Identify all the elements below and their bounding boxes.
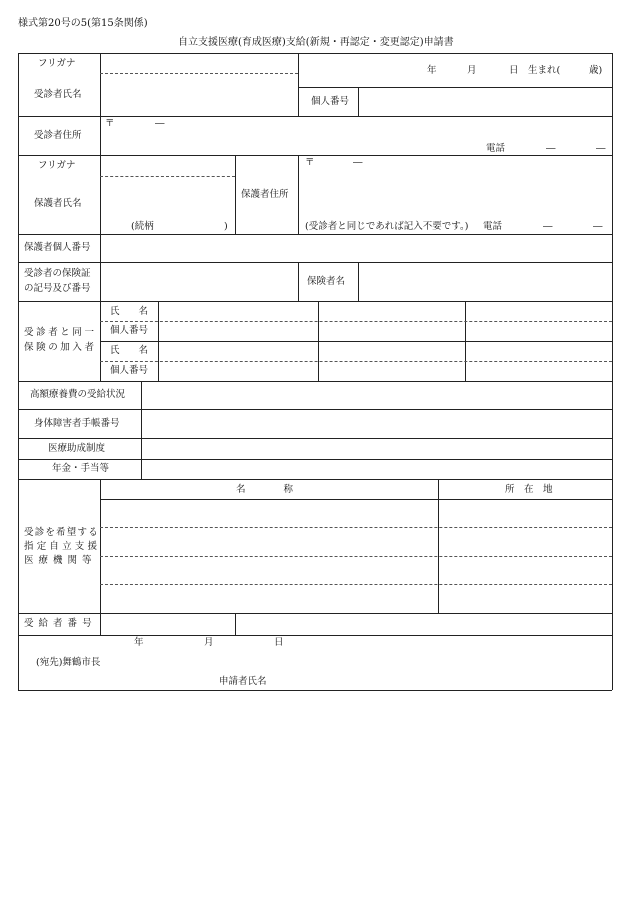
guardian-address-input[interactable] bbox=[299, 156, 611, 233]
insurer-input[interactable] bbox=[359, 263, 611, 300]
institution-name-input-4[interactable] bbox=[101, 585, 437, 612]
member2-name-input-c[interactable] bbox=[466, 342, 611, 360]
same-insurance-row-label: 氏 名 bbox=[110, 306, 149, 317]
same-insurance-row-label: 個人番号 bbox=[110, 325, 149, 336]
medical-aid-label: 医療助成制度 bbox=[48, 443, 106, 454]
member1-name-input-b[interactable] bbox=[319, 302, 464, 320]
member1-my-number-input-b[interactable] bbox=[319, 322, 464, 340]
insurance-card-label-1: 受診者の保険証 bbox=[24, 268, 91, 279]
form-title: 自立支援医療(育成医療)支給(新規・再認定・変更認定)申請書 bbox=[178, 37, 454, 48]
birth-day-label: 日 bbox=[509, 65, 519, 76]
member2-my-number-input-a[interactable] bbox=[159, 362, 317, 380]
member1-name-input-a[interactable] bbox=[159, 302, 317, 320]
patient-my-number-label: 個人番号 bbox=[311, 96, 350, 107]
patient-address-label: 受診者住所 bbox=[34, 130, 82, 141]
guardian-my-number-input[interactable] bbox=[101, 235, 611, 261]
patient-phone-dash-1: ― bbox=[546, 143, 556, 154]
institution-name-input-3[interactable] bbox=[101, 557, 437, 583]
patient-postal-mark: 〒 bbox=[105, 118, 115, 129]
member2-name-input-a[interactable] bbox=[159, 342, 317, 360]
guardian-furigana-label: フリガナ bbox=[38, 160, 76, 171]
guardian-furigana-input[interactable] bbox=[101, 156, 234, 175]
pension-label: 年金・手当等 bbox=[52, 463, 110, 474]
same-insurance-row-label: 氏 名 bbox=[110, 345, 149, 356]
institution-location-input-3[interactable] bbox=[439, 557, 611, 583]
birth-suffix-label: 生まれ( bbox=[528, 65, 561, 76]
guardian-name-input[interactable] bbox=[101, 178, 234, 233]
guardian-address-label: 保護者住所 bbox=[241, 189, 289, 200]
medical-aid-input[interactable] bbox=[142, 439, 611, 458]
patient-furigana-label: フリガナ bbox=[38, 58, 76, 69]
age-suffix-label: 歳) bbox=[589, 65, 603, 76]
institution-name-input-2[interactable] bbox=[101, 528, 437, 555]
patient-name-input[interactable] bbox=[101, 75, 297, 115]
guardian-postal-dash: ― bbox=[353, 157, 363, 168]
recipient-number-label: 受 給 者 番 号 bbox=[24, 618, 93, 629]
disability-book-input[interactable] bbox=[142, 410, 611, 437]
applicant-name-label: 申請者氏名 bbox=[219, 676, 267, 687]
footer-month-label: 月 bbox=[204, 637, 214, 648]
patient-birthdate-field[interactable] bbox=[299, 54, 611, 86]
footer-year-label: 年 bbox=[134, 637, 144, 648]
member1-my-number-input-c[interactable] bbox=[466, 322, 611, 340]
institution-label-2: 指定自立支援 bbox=[24, 541, 101, 552]
patient-postal-dash: ― bbox=[155, 118, 165, 129]
patient-address-input[interactable] bbox=[101, 117, 611, 154]
birth-month-label: 月 bbox=[467, 65, 477, 76]
insurance-card-input[interactable] bbox=[101, 263, 297, 300]
institution-location-input-2[interactable] bbox=[439, 528, 611, 555]
guardian-my-number-label: 保護者個人番号 bbox=[24, 242, 91, 253]
guardian-same-note: (受診者と同じであれば記入不要です。) bbox=[305, 221, 469, 232]
member2-my-number-input-c[interactable] bbox=[466, 362, 611, 380]
patient-phone-dash-2: ― bbox=[596, 143, 606, 154]
guardian-phone-dash-2: ― bbox=[593, 221, 603, 232]
guardian-name-label: 保護者氏名 bbox=[34, 198, 82, 209]
patient-name-label: 受診者氏名 bbox=[34, 89, 82, 100]
same-insurance-label-1: 受診者と同一 bbox=[24, 327, 97, 338]
high-cost-input[interactable] bbox=[142, 382, 611, 408]
high-cost-label: 高額療養費の受給状況 bbox=[30, 389, 126, 400]
footer-day-label: 日 bbox=[274, 637, 284, 648]
institution-label-3: 医療機関等 bbox=[24, 555, 97, 566]
pension-input[interactable] bbox=[142, 460, 611, 478]
institution-location-input-1[interactable] bbox=[439, 500, 611, 526]
insurance-card-label-2: の記号及び番号 bbox=[24, 283, 91, 294]
institution-name-input-1[interactable] bbox=[101, 500, 437, 526]
patient-furigana-input[interactable] bbox=[101, 54, 297, 72]
institution-name-header: 名 称 bbox=[236, 484, 294, 495]
institution-location-header: 所 在 地 bbox=[505, 484, 553, 495]
guardian-phone-dash-1: ― bbox=[543, 221, 553, 232]
guardian-relation-label: (続柄 bbox=[131, 221, 154, 232]
form-number: 様式第20号の5(第15条関係) bbox=[18, 18, 148, 29]
recipient-number-input[interactable] bbox=[236, 614, 611, 634]
institution-location-input-4[interactable] bbox=[439, 585, 611, 612]
member1-name-input-c[interactable] bbox=[466, 302, 611, 320]
institution-label-1: 受診を希望する bbox=[24, 527, 99, 538]
birth-year-label: 年 bbox=[427, 65, 437, 76]
disability-book-label: 身体障害者手帳番号 bbox=[34, 418, 120, 429]
addressee-label: (宛先)舞鶴市長 bbox=[36, 657, 101, 668]
insurer-label: 保険者名 bbox=[307, 276, 346, 287]
same-insurance-row-label: 個人番号 bbox=[110, 365, 149, 376]
guardian-relation-close: ) bbox=[224, 221, 228, 232]
patient-phone-label: 電話 bbox=[486, 143, 506, 154]
guardian-phone-label: 電話 bbox=[483, 221, 503, 232]
member1-my-number-input-a[interactable] bbox=[159, 322, 317, 340]
member2-name-input-b[interactable] bbox=[319, 342, 464, 360]
guardian-postal-mark: 〒 bbox=[305, 157, 315, 168]
patient-my-number-input[interactable] bbox=[359, 88, 611, 115]
same-insurance-label-2: 保険の加入者 bbox=[24, 342, 97, 353]
applicant-name-input[interactable] bbox=[270, 674, 600, 688]
member2-my-number-input-b[interactable] bbox=[319, 362, 464, 380]
